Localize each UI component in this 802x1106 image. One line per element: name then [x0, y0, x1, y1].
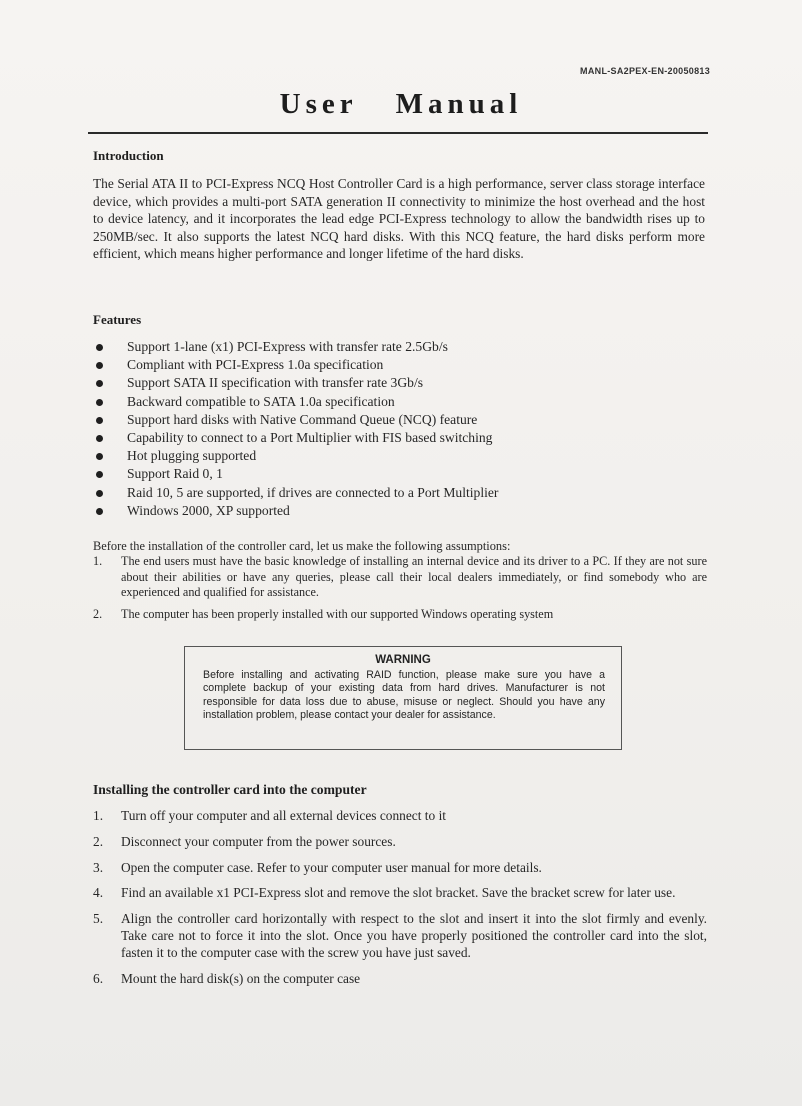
bullet-icon — [96, 417, 103, 424]
introduction-heading: Introduction — [93, 148, 164, 163]
install-step: 2. Disconnect your computer from the power sources. — [93, 833, 396, 849]
warning-box — [184, 646, 622, 750]
bullet-icon — [96, 344, 103, 351]
install-step: 6. Mount the hard disk(s) on the computer case — [93, 970, 361, 986]
assumptions-intro: Before the installation of the controller card, let us make the following assumptions: — [93, 539, 511, 553]
bullet-icon — [96, 508, 103, 515]
bullet-icon — [96, 399, 103, 406]
feature-item: Raid 10, 5 are supported, if drives are connected to a Port Multiplier — [96, 484, 498, 502]
bullet-icon — [96, 453, 103, 460]
warning-text: Before installing and activating RAID function, please make sure you have a complete backup of your existing data from hard drives. Manufacturer is not responsible for data loss due to abuse, misuse or neglect. Should you have any installation problem, please contact your dealer for assistance. — [203, 669, 605, 722]
warning-title: WARNING — [375, 654, 431, 666]
page-title — [0, 88, 802, 121]
feature-item: Hot plugging supported — [96, 447, 498, 465]
installing-heading: Installing the controller card into the computer — [93, 782, 367, 797]
assumption-item: 2. The computer has been properly installed with our supported Windows operating system — [93, 606, 554, 621]
feature-item: Support SATA II specification with transfer rate 3Gb/s — [96, 374, 498, 392]
introduction-paragraph: The Serial ATA II to PCI-Express NCQ Host Controller Card is a high performance, server class storage interface device, which provides a multi-port SATA generation II connectivity to minimize the host overhead and the host to device latency, and it incorporates the lead edge PCI-Express technology to allow the bandwidth rises up to 250MB/sec. It also supports the latest NCQ hard disks. With this NCQ feature, the hard disks perform more efficient, which means higher performance and longer lifetime of the hard disks. — [93, 176, 705, 262]
features-heading: Features — [93, 312, 142, 327]
install-step: 3. Open the computer case. Refer to your computer user manual for more details. — [93, 859, 542, 875]
bullet-icon — [96, 471, 103, 478]
bullet-icon — [96, 362, 103, 369]
bullet-icon — [96, 435, 103, 442]
assumptions-list — [93, 554, 707, 628]
bullet-icon — [96, 380, 103, 387]
install-step: 4. Find an available x1 PCI-Express slot and remove the slot bracket. Save the bracket screw for later use. — [93, 885, 676, 901]
feature-item: Support 1-lane (x1) PCI-Express with transfer rate 2.5Gb/s — [96, 338, 498, 356]
feature-item: Backward compatible to SATA 1.0a specification — [96, 393, 498, 411]
assumption-item: 1. The end users must have the basic knowledge of installing an internal device and its driver to a PC. If they are not sure about their abilities or have any queries, please call their local dealers immediately, or find somebody who are experienced and qualified for assistance. — [93, 554, 707, 600]
feature-item: Support Raid 0, 1 — [96, 465, 498, 483]
title-divider — [88, 132, 708, 134]
feature-item: Support hard disks with Native Command Queue (NCQ) feature — [96, 411, 498, 429]
features-list — [96, 338, 498, 520]
feature-item: Windows 2000, XP supported — [96, 502, 498, 520]
feature-item: Capability to connect to a Port Multiplier with FIS based switching — [96, 429, 498, 447]
title-word-user: User — [279, 88, 358, 120]
install-step: 5. Align the controller card horizontally with respect to the slot and insert it into the slot firmly and evenly. Take care not to force it into the slot. Once you have properly positioned the controller card into the slot, fasten it to the computer case with the screw you have just saved. — [93, 911, 707, 960]
feature-item: Compliant with PCI-Express 1.0a specification — [96, 356, 498, 374]
installing-steps — [93, 808, 707, 996]
title-word-manual: Manual — [395, 88, 523, 120]
install-step: 1. Turn off your computer and all external devices connect to it — [93, 808, 447, 823]
document-code: MANL-SA2PEX-EN-20050813 — [580, 66, 710, 76]
bullet-icon — [96, 490, 103, 497]
